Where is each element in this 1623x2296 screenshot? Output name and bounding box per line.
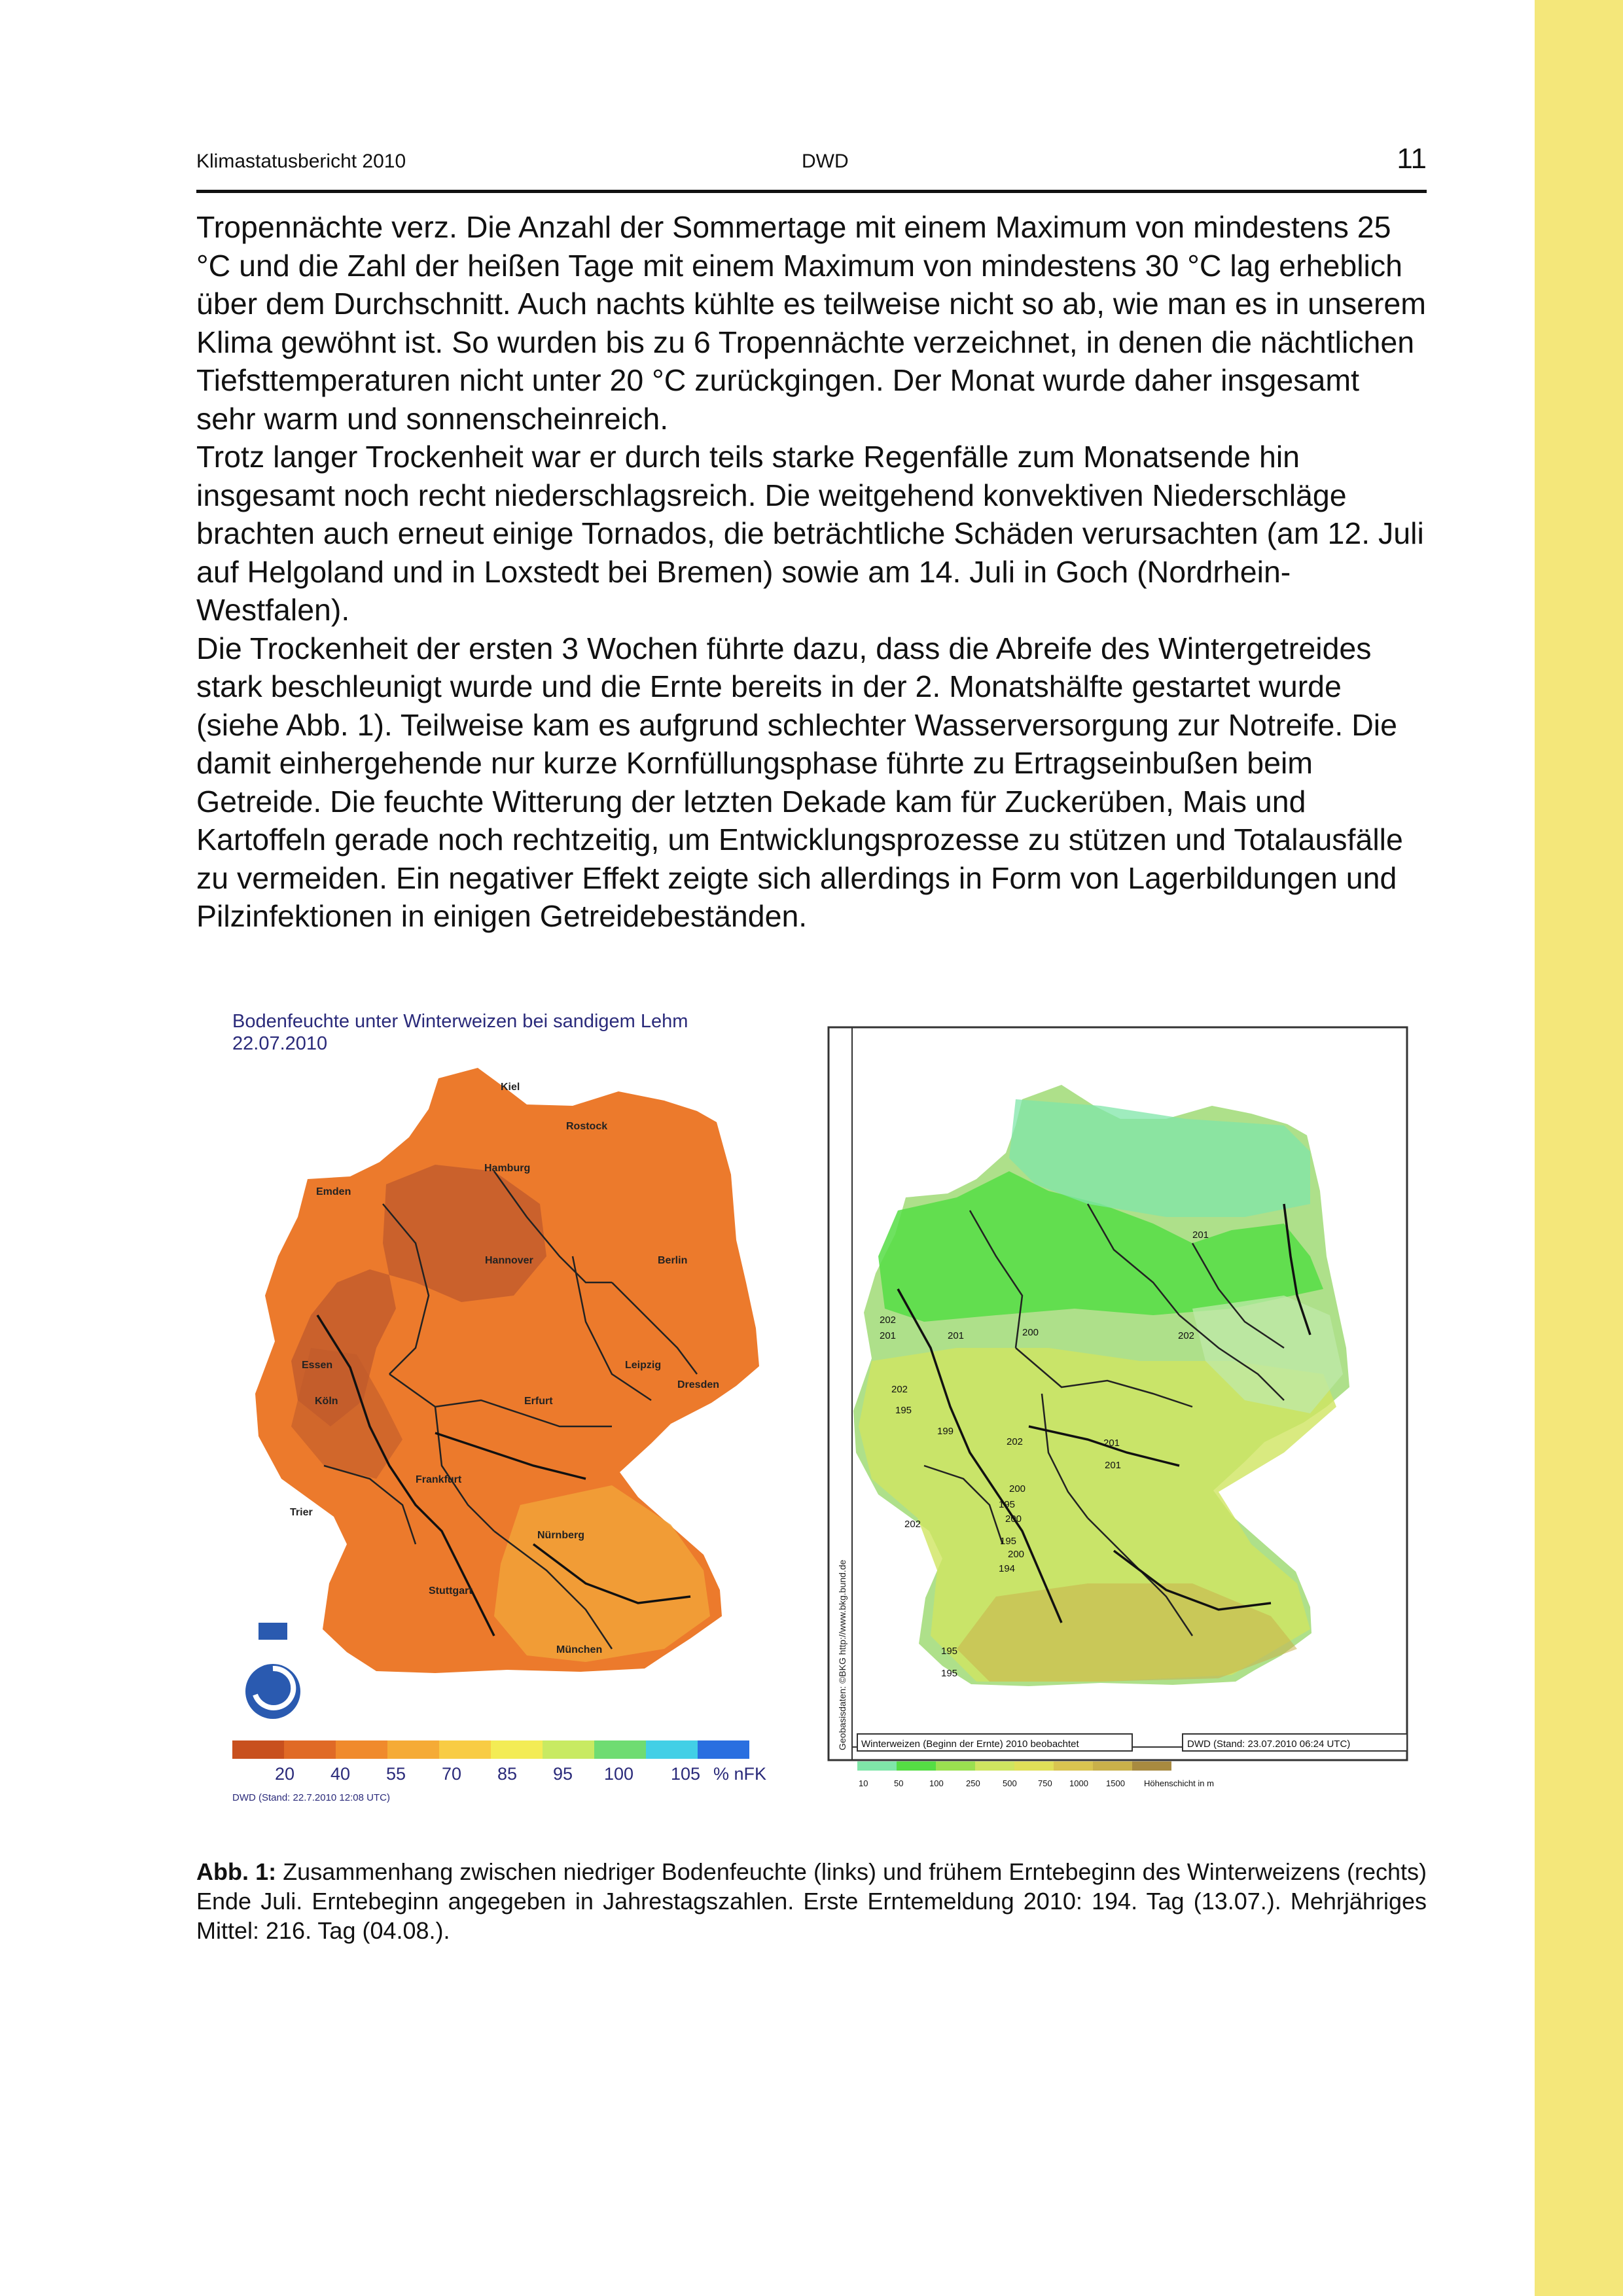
city-label: Trier [290, 1507, 313, 1518]
day-label: 201 [1105, 1460, 1122, 1471]
scale-label: 100 [604, 1764, 634, 1784]
day-label: 200 [1009, 1483, 1026, 1494]
page-number: 11 [1397, 143, 1427, 175]
day-label: 195 [999, 1499, 1016, 1510]
city-label: Erfurt [524, 1396, 553, 1407]
day-label: 202 [1007, 1436, 1024, 1447]
city-label: Hamburg [484, 1163, 531, 1174]
paragraph: Die Trockenheit der ersten 3 Wochen führte dazu, dass die Abreife des Wintergetreides stark beschleunigt wurde und die Ernte bereits in der 2. Monatshälfte gestartet wurde (siehe Abb. 1). Teilweise kam es aufgrund schlechter Wasserversorgung zur Notreife. Die damit einhergehende nur kurze Kornfüllungsphase führte zu Ertragseinbußen beim Getreide. Die feuchte Witterung der letzten Dekade kam für Zuckerüben, Mais und Kartoffeln gerade noch rechtzeitig, um Entwicklungsprozesse zu stützen und Totalausfälle zu vermeiden. Ein negativer Effekt zeigte sich allerdings in Form von Lagerbildungen und Pilzinfektionen in einigen Getreidebeständen. [196, 631, 1403, 933]
scale-label: 55 [386, 1764, 406, 1784]
paragraph: Trotz langer Trockenheit war er durch teils starke Regenfälle zum Monatsende hin insgesamt noch recht niederschlagsreich. Die weitgehend konvektiven Niederschläge brachten auch erneut einige Tornados, die beträchtliche Schäden verursachten (am 12. Juli auf Helgoland und in Loxstedt bei Bremen) sowie am 14. Juli in Goch (Nordrhein-Westfalen). [196, 440, 1424, 627]
city-label: München [556, 1644, 603, 1655]
day-label: 202 [904, 1519, 921, 1530]
map-caption-right: DWD (Stand: 23.07.2010 06:24 UTC) [1187, 1739, 1351, 1750]
city-label: Berlin [658, 1255, 688, 1266]
map-footer: DWD (Stand: 22.7.2010 12:08 UTC) [232, 1792, 390, 1803]
city-label: Leipzig [625, 1360, 662, 1371]
scale-unit: % nFK [713, 1764, 767, 1784]
day-label: 202 [1178, 1330, 1195, 1341]
day-label: 201 [880, 1330, 897, 1341]
elevation-scale [857, 1761, 1171, 1771]
day-label: 202 [891, 1384, 908, 1395]
city-label: Emden [316, 1186, 351, 1197]
scale-label: 40 [330, 1764, 351, 1784]
city-label: Rostock [566, 1121, 608, 1132]
harvest-begin-map [826, 1008, 1415, 1819]
elevation-label: 500 [1003, 1778, 1017, 1788]
day-label: 195 [1000, 1536, 1017, 1547]
elevation-unit: Höhenschicht in m [1144, 1778, 1214, 1788]
day-label: 194 [999, 1563, 1016, 1574]
elevation-label: 10 [859, 1778, 868, 1788]
elevation-label: 750 [1038, 1778, 1052, 1788]
city-label: Stuttgart [429, 1585, 473, 1597]
city-label: Hannover [485, 1255, 533, 1266]
elevation-label: 250 [966, 1778, 980, 1788]
dwd-logo [245, 1623, 300, 1719]
day-label: 199 [937, 1426, 954, 1437]
yellow-side-band [1535, 0, 1623, 2296]
day-label: 201 [1103, 1438, 1120, 1449]
page-header [196, 143, 1427, 182]
scale-label: 105 [671, 1764, 701, 1784]
elevation-label: 50 [894, 1778, 904, 1788]
elevation-label: 1500 [1106, 1778, 1125, 1788]
day-label: 200 [1005, 1513, 1022, 1525]
paragraph: Tropennächte verz. Die Anzahl der Sommertage mit einem Maximum von mindestens 25 °C und die Zahl der heißen Tage mit einem Maximum von mindestens 30 °C lag erheblich über dem Durchschnitt. Auch nachts kühlte es teilweise nicht so ab, wie man es in unserem Klima gewöhnt ist. So wurden bis zu 6 Tropennächte verzeichnet, in denen die nächtlichen Tiefsttemperaturen nicht unter 20 °C zurückgingen. Der Monat wurde daher insgesamt sehr warm und sonnenscheinreich. [196, 210, 1427, 436]
figure-caption [196, 1857, 1427, 1945]
day-label: 195 [895, 1405, 912, 1416]
city-label: Kiel [501, 1082, 520, 1093]
city-label: Nürnberg [537, 1530, 584, 1541]
body-text [196, 208, 1427, 936]
caption-label: Abb. 1: [196, 1858, 277, 1885]
scale-label: 95 [553, 1764, 573, 1784]
city-label: Dresden [677, 1379, 720, 1390]
city-label: Köln [315, 1396, 338, 1407]
scale-label: 70 [442, 1764, 462, 1784]
header-rule [196, 190, 1427, 193]
map-caption-left: Winterweizen (Beginn der Ernte) 2010 beobachtet [861, 1739, 1079, 1750]
city-label: Frankfurt [416, 1474, 462, 1485]
scale-label: 20 [275, 1764, 295, 1784]
city-label: Essen [302, 1360, 333, 1371]
header-report-title: Klimastatusbericht 2010 [196, 150, 406, 172]
day-label: 200 [1008, 1549, 1025, 1560]
elevation-label: 100 [929, 1778, 944, 1788]
elevation-label: 1000 [1069, 1778, 1088, 1788]
soil-moisture-map [219, 1008, 808, 1819]
header-publisher: DWD [802, 150, 849, 172]
day-label: 201 [948, 1330, 965, 1341]
soil-moisture-figure [219, 1008, 808, 1819]
map-date: 22.07.2010 [232, 1033, 328, 1054]
color-scale [232, 1740, 749, 1759]
map-title: Bodenfeuchte unter Winterweizen bei sandigem Lehm [232, 1011, 688, 1032]
day-label: 195 [941, 1668, 958, 1679]
day-label: 195 [941, 1646, 958, 1657]
harvest-begin-figure [826, 1008, 1415, 1819]
day-label: 202 [880, 1315, 897, 1326]
vertical-credit: Geobasisdaten: ©BKG http://www.bkg.bund.de [837, 1559, 847, 1750]
day-label: 200 [1022, 1327, 1039, 1338]
day-label: 201 [1192, 1229, 1209, 1241]
caption-text: Zusammenhang zwischen niedriger Bodenfeuchte (links) und frühem Erntebeginn des Winterweizens (rechts) Ende Juli. Erntebeginn angegeben in Jahrestagszahlen. Erste Erntemeldung 2010: 194. Tag (13.07.). Mehrjähriges Mittel: 216. Tag (04.08.). [196, 1858, 1427, 1944]
scale-label: 85 [497, 1764, 518, 1784]
